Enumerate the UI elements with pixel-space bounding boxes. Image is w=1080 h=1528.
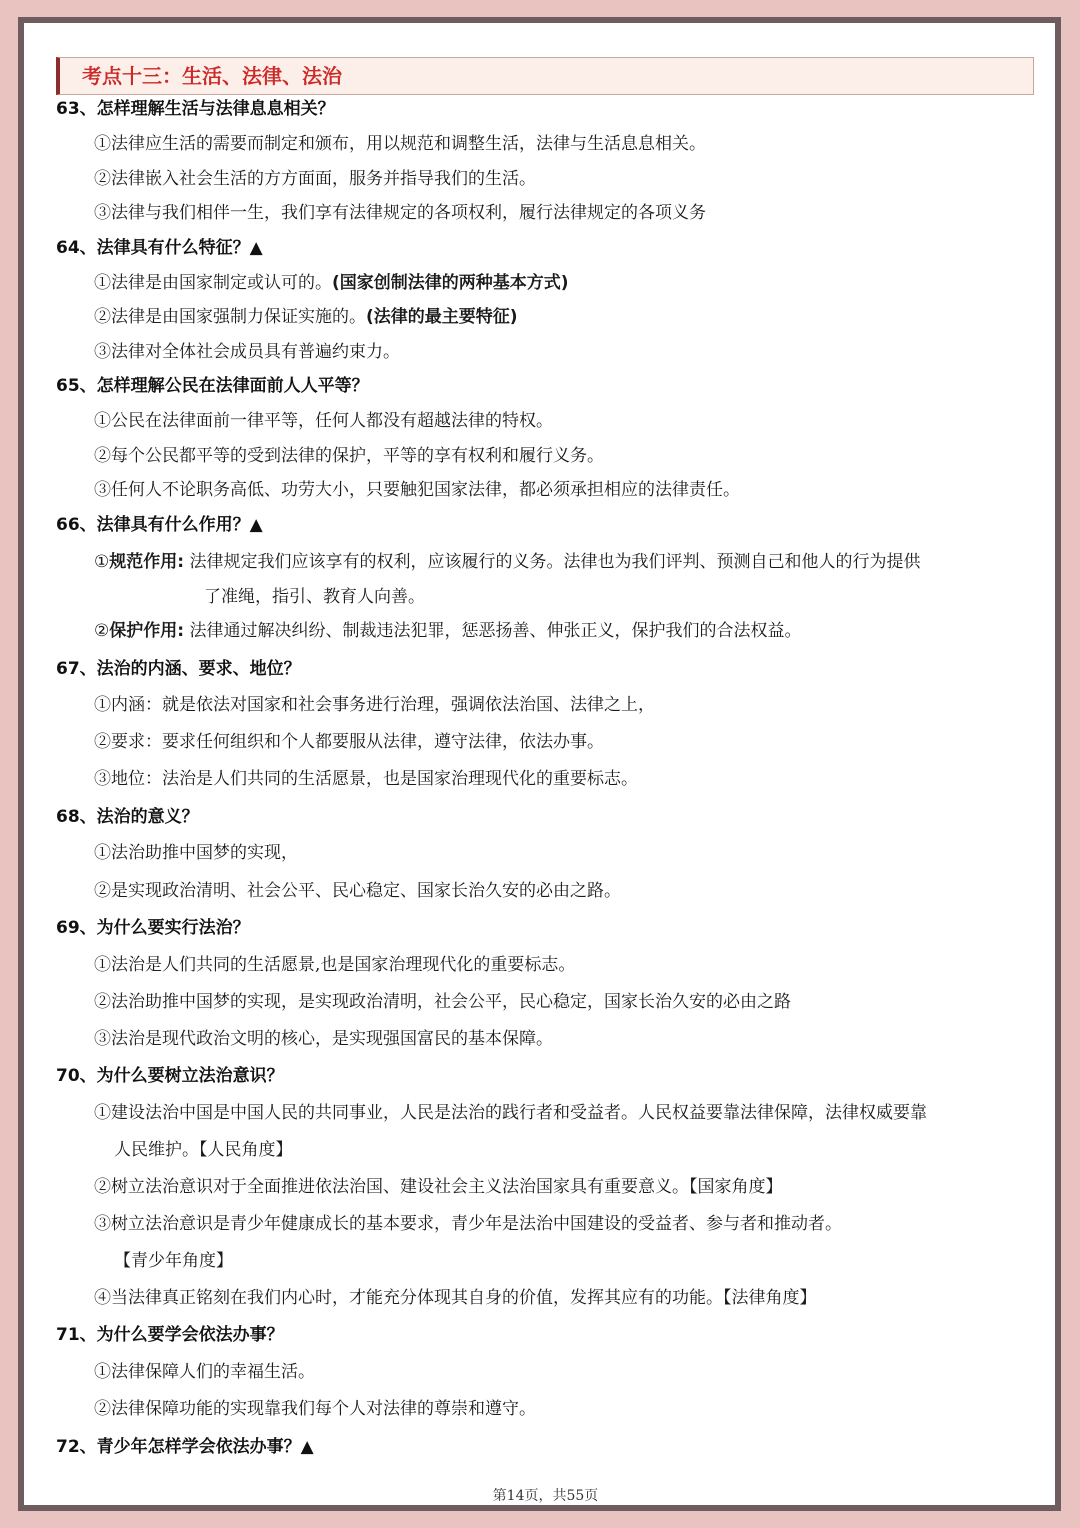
question-64: 64、法律具有什么特征？▲: [56, 238, 263, 258]
question-67: 67、法治的内涵、要求、地位？: [56, 659, 301, 679]
question-69: 69、为什么要实行法治？: [56, 918, 250, 938]
page-frame: [18, 17, 1061, 1511]
answer-67-2: ②要求：要求任何组织和个人都要服从法律，遵守法律，依法办事。: [94, 732, 604, 752]
answer-70-1: ①建设法治中国是中国人民的共同事业，人民是法治的践行者和受益者。人民权益要靠法律保障，法律权威要靠: [94, 1103, 927, 1123]
answer-65-2: ②每个公民都平等的受到法律的保护，平等的享有权利和履行义务。: [94, 446, 604, 466]
answer-67-3: ③地位：法治是人们共同的生活愿景，也是国家治理现代化的重要标志。: [94, 769, 638, 789]
question-70: 70、为什么要树立法治意识？: [56, 1066, 284, 1086]
answer-71-2: ②法律保障功能的实现靠我们每个人对法律的尊崇和遵守。: [94, 1399, 536, 1419]
answer-70-3-cont: 【青少年角度】: [114, 1251, 233, 1271]
answer-69-1: ①法治是人们共同的生活愿景,也是国家治理现代化的重要标志。: [94, 955, 576, 975]
answer-63-3: ③法律与我们相伴一生，我们享有法律规定的各项权利，履行法律规定的各项义务: [94, 203, 706, 223]
question-66: 66、法律具有什么作用？▲: [56, 515, 263, 535]
page-number: 第14页，共55页: [492, 1488, 599, 1504]
answer-70-2: ②树立法治意识对于全面推进依法治国、建设社会主义法治国家具有重要意义。【国家角度】: [94, 1177, 783, 1197]
answer-69-2: ②法治助推中国梦的实现，是实现政治清明，社会公平，民心稳定，国家长治久安的必由之路: [94, 992, 791, 1012]
answer-64-2: ②法律是由国家强制力保证实施的。(法律的最主要特征): [94, 307, 518, 327]
question-63: 63、怎样理解生活与法律息息相关？: [56, 99, 335, 119]
answer-70-1-cont: 人民维护。【人民角度】: [114, 1140, 293, 1160]
answer-66-1: ①规范作用: 法律规定我们应该享有的权利，应该履行的义务。法律也为我们评判、预测自己和他人的行为提供: [94, 552, 921, 572]
section-title: 考点十三：生活、法律、法治: [82, 64, 342, 88]
answer-67-1: ①内涵：就是依法对国家和社会事务进行治理，强调依法治国、法律之上，: [94, 695, 655, 715]
answer-66-2: ②保护作用: 法律通过解决纠纷、制裁违法犯罪，惩恶扬善、伸张正义，保护我们的合法权益。: [94, 621, 802, 641]
answer-70-4: ④当法律真正铭刻在我们内心时，才能充分体现其自身的价值，发挥其应有的功能。【法律角度】: [94, 1288, 817, 1308]
section-header: [56, 57, 1034, 95]
answer-68-2: ②是实现政治清明、社会公平、民心稳定、国家长治久安的必由之路。: [94, 881, 621, 901]
question-65: 65、怎样理解公民在法律面前人人平等？: [56, 376, 369, 396]
answer-68-1: ①法治助推中国梦的实现，: [94, 843, 298, 863]
question-72: 72、青少年怎样学会依法办事？▲: [56, 1437, 314, 1457]
answer-70-3: ③树立法治意识是青少年健康成长的基本要求，青少年是法治中国建设的受益者、参与者和推动者。: [94, 1214, 842, 1234]
question-68: 68、法治的意义？: [56, 807, 199, 827]
answer-66-1-cont: 了准绳，指引、教育人向善。: [204, 587, 425, 607]
question-71: 71、为什么要学会依法办事？: [56, 1325, 284, 1345]
answer-63-2: ②法律嵌入社会生活的方方面面，服务并指导我们的生活。: [94, 169, 536, 189]
answer-63-1: ①法律应生活的需要而制定和颁布，用以规范和调整生活，法律与生活息息相关。: [94, 134, 706, 154]
answer-64-1: ①法律是由国家制定或认可的。(国家创制法律的两种基本方式): [94, 273, 569, 293]
answer-65-1: ①公民在法律面前一律平等，任何人都没有超越法律的特权。: [94, 411, 553, 431]
answer-71-1: ①法律保障人们的幸福生活。: [94, 1362, 315, 1382]
answer-64-3: ③法律对全体社会成员具有普遍约束力。: [94, 342, 400, 362]
answer-65-3: ③任何人不论职务高低、功劳大小，只要触犯国家法律，都必须承担相应的法律责任。: [94, 480, 740, 500]
answer-69-3: ③法治是现代政治文明的核心，是实现强国富民的基本保障。: [94, 1029, 553, 1049]
